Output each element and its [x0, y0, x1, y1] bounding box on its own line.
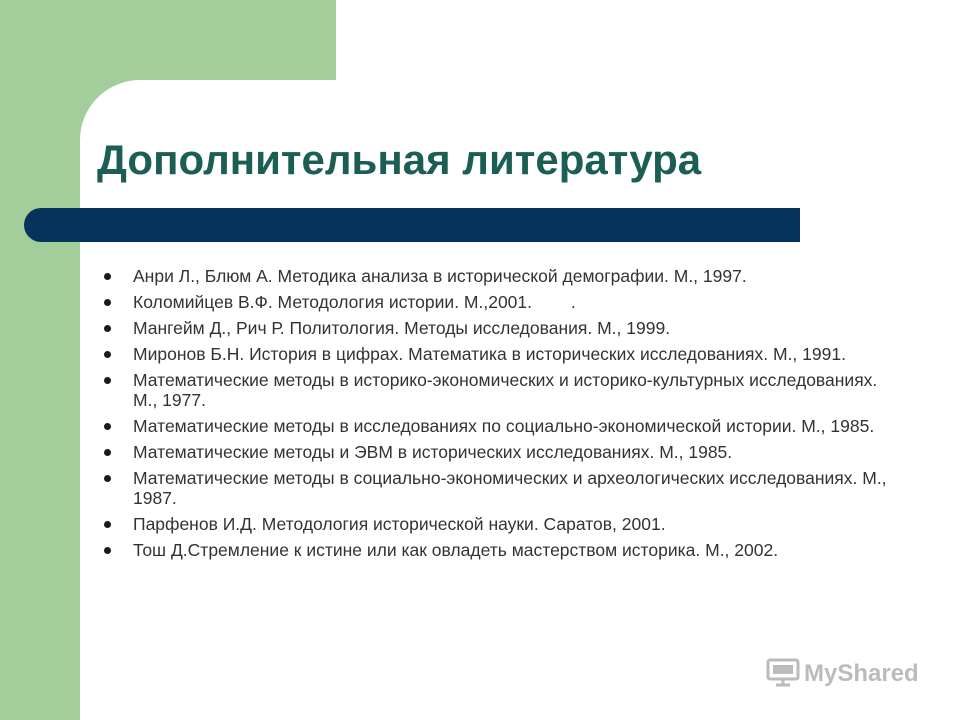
reference-text: Парфенов И.Д. Методология исторической науки. Саратов, 2001. [133, 514, 666, 534]
green-left-strip [0, 0, 80, 720]
list-item [104, 344, 894, 364]
reference-text: Математические методы в социально-экономических и археологических исследованиях. М., 1987. [133, 468, 887, 508]
reference-text: Коломийцев В.Ф. Методология истории. М.,2001. . [133, 292, 576, 312]
myshared-watermark [766, 654, 919, 694]
bullet-icon [104, 521, 111, 528]
bullet-icon [104, 547, 111, 554]
bullet-icon [104, 449, 111, 456]
list-item [104, 292, 894, 312]
slide-title: Дополнительная литература [97, 136, 702, 183]
bullet-icon [104, 325, 111, 332]
bullet-icon [104, 423, 111, 430]
bullet-icon [104, 273, 111, 280]
list-item [104, 514, 894, 534]
list-item [104, 468, 894, 508]
watermark-text: MyShared [804, 660, 919, 687]
bullet-icon [104, 299, 111, 306]
list-item [104, 540, 894, 560]
reference-text: Миронов Б.Н. История в цифрах. Математика в исторических исследованиях. М., 1991. [133, 344, 846, 364]
list-item [104, 266, 894, 286]
reference-text: Математические методы и ЭВМ в исторических исследованиях. М., 1985. [133, 442, 733, 462]
list-item [104, 416, 894, 436]
list-item [104, 442, 894, 462]
title-underline-bar [24, 208, 800, 242]
list-item [104, 370, 894, 410]
reference-text: Математические методы в историко-экономических и историко-культурных исследованиях. М., 1977. [133, 370, 878, 410]
reference-text: Тош Д.Стремление к истине или как овладеть мастерством историка. М., 2002. [133, 540, 779, 560]
bullet-icon [104, 377, 111, 384]
presentation-board-icon [766, 657, 800, 692]
reference-text: Математические методы в исследованиях по социально-экономической истории. М., 1985. [133, 416, 875, 436]
bullet-icon [104, 351, 111, 358]
bullet-icon [104, 475, 111, 482]
reference-text: Анри Л., Блюм А. Методика анализа в исторической демографии. М., 1997. [133, 266, 747, 286]
reference-text: Мангейм Д., Рич Р. Политология. Методы исследования. М., 1999. [133, 318, 671, 338]
reference-list [104, 266, 894, 566]
list-item [104, 318, 894, 338]
